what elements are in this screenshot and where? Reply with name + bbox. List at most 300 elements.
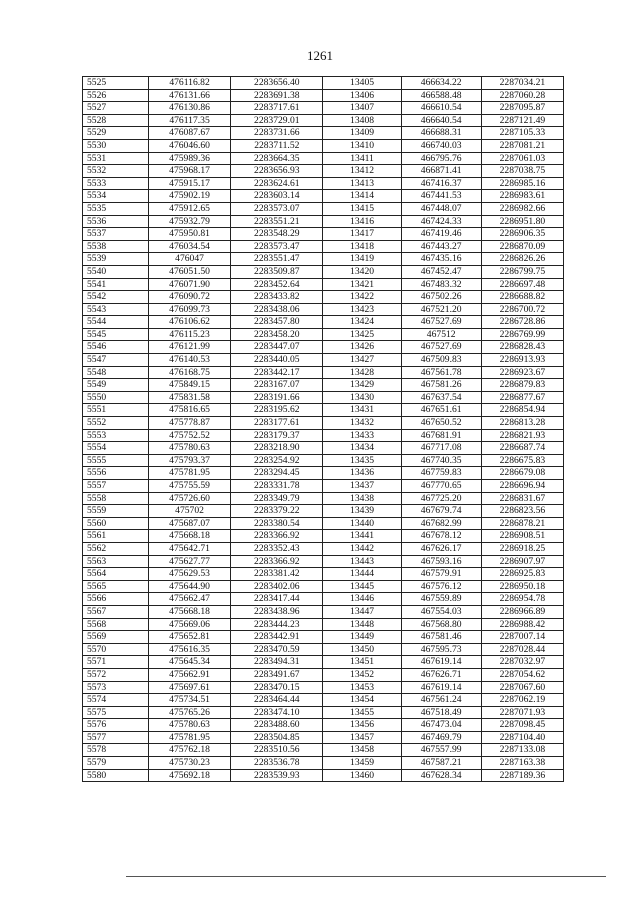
table-row bbox=[83, 391, 564, 404]
table-cell: 5539 bbox=[83, 253, 149, 266]
table-cell: 13452 bbox=[323, 668, 401, 681]
table-cell: 467435.16 bbox=[401, 253, 481, 266]
table-row bbox=[83, 618, 564, 631]
table-cell: 2287189.36 bbox=[481, 769, 563, 782]
table-cell: 475778.87 bbox=[148, 417, 230, 430]
table-cell: 2286877.67 bbox=[481, 391, 563, 404]
table-cell: 2283366.92 bbox=[231, 530, 323, 543]
table-cell: 476034.54 bbox=[148, 240, 230, 253]
table-row bbox=[83, 555, 564, 568]
table-cell: 2283380.54 bbox=[231, 517, 323, 530]
table-cell: 13459 bbox=[323, 757, 401, 770]
table-cell: 476117.35 bbox=[148, 114, 230, 127]
table-cell: 467557.99 bbox=[401, 744, 481, 757]
table-cell: 13437 bbox=[323, 480, 401, 493]
table-cell: 13420 bbox=[323, 265, 401, 278]
table-cell: 5538 bbox=[83, 240, 149, 253]
table-cell: 475668.18 bbox=[148, 605, 230, 618]
table-cell: 476071.90 bbox=[148, 278, 230, 291]
table-cell: 13436 bbox=[323, 467, 401, 480]
table-cell: 13421 bbox=[323, 278, 401, 291]
table-cell: 467619.14 bbox=[401, 656, 481, 669]
table-cell: 466588.48 bbox=[401, 89, 481, 102]
table-row bbox=[83, 303, 564, 316]
table-cell: 5535 bbox=[83, 202, 149, 215]
table-cell: 13447 bbox=[323, 605, 401, 618]
table-cell: 467559.89 bbox=[401, 593, 481, 606]
table-cell: 2286878.21 bbox=[481, 517, 563, 530]
table-cell: 13410 bbox=[323, 139, 401, 152]
table-cell: 2286687.74 bbox=[481, 442, 563, 455]
table-row bbox=[83, 240, 564, 253]
table-cell: 2283551.47 bbox=[231, 253, 323, 266]
table-row bbox=[83, 769, 564, 782]
table-cell: 475816.65 bbox=[148, 404, 230, 417]
table-cell: 5549 bbox=[83, 379, 149, 392]
table-cell: 2287163.38 bbox=[481, 757, 563, 770]
table-cell: 13434 bbox=[323, 442, 401, 455]
table-cell: 5541 bbox=[83, 278, 149, 291]
table-cell: 13418 bbox=[323, 240, 401, 253]
table-cell: 5543 bbox=[83, 303, 149, 316]
table-cell: 2286831.67 bbox=[481, 492, 563, 505]
table-cell: 2283177.61 bbox=[231, 417, 323, 430]
table-cell: 467587.21 bbox=[401, 757, 481, 770]
table-cell: 476131.66 bbox=[148, 89, 230, 102]
table-cell: 476090.72 bbox=[148, 291, 230, 304]
table-row bbox=[83, 328, 564, 341]
table-cell: 475702 bbox=[148, 505, 230, 518]
table-cell: 2283447.07 bbox=[231, 341, 323, 354]
table-cell: 5526 bbox=[83, 89, 149, 102]
table-cell: 2286879.83 bbox=[481, 379, 563, 392]
table-cell: 2283464.44 bbox=[231, 694, 323, 707]
table-row bbox=[83, 253, 564, 266]
table-cell: 5563 bbox=[83, 555, 149, 568]
table-cell: 467561.78 bbox=[401, 366, 481, 379]
table-cell: 13406 bbox=[323, 89, 401, 102]
table-cell: 2283331.78 bbox=[231, 480, 323, 493]
table-cell: 467637.54 bbox=[401, 391, 481, 404]
table-cell: 5555 bbox=[83, 454, 149, 467]
table-cell: 2283664.35 bbox=[231, 152, 323, 165]
table-cell: 475644.90 bbox=[148, 580, 230, 593]
table-cell: 2287067.60 bbox=[481, 681, 563, 694]
table-cell: 5536 bbox=[83, 215, 149, 228]
table-cell: 5576 bbox=[83, 719, 149, 732]
table-cell: 2286688.82 bbox=[481, 291, 563, 304]
table-cell: 13435 bbox=[323, 454, 401, 467]
table-cell: 476106.62 bbox=[148, 316, 230, 329]
table-cell: 13451 bbox=[323, 656, 401, 669]
table-cell: 475793.37 bbox=[148, 454, 230, 467]
table-cell: 467554.03 bbox=[401, 605, 481, 618]
table-row bbox=[83, 694, 564, 707]
table-row bbox=[83, 492, 564, 505]
table-row bbox=[83, 757, 564, 770]
table-cell: 466640.54 bbox=[401, 114, 481, 127]
table-cell: 13423 bbox=[323, 303, 401, 316]
table-row bbox=[83, 706, 564, 719]
table-cell: 13428 bbox=[323, 366, 401, 379]
table-cell: 2283504.85 bbox=[231, 731, 323, 744]
table-cell: 2287032.97 bbox=[481, 656, 563, 669]
table-cell: 2283195.62 bbox=[231, 404, 323, 417]
table-row bbox=[83, 291, 564, 304]
table-cell: 467770.65 bbox=[401, 480, 481, 493]
table-row bbox=[83, 202, 564, 215]
table-cell: 5559 bbox=[83, 505, 149, 518]
table-row bbox=[83, 517, 564, 530]
table-cell: 475932.79 bbox=[148, 215, 230, 228]
table-cell: 2286828.43 bbox=[481, 341, 563, 354]
table-cell: 2283442.17 bbox=[231, 366, 323, 379]
table-cell: 467628.34 bbox=[401, 769, 481, 782]
table-row bbox=[83, 605, 564, 618]
table-cell: 475687.07 bbox=[148, 517, 230, 530]
table-cell: 13439 bbox=[323, 505, 401, 518]
table-cell: 467502.26 bbox=[401, 291, 481, 304]
table-cell: 5553 bbox=[83, 429, 149, 442]
table-cell: 467593.16 bbox=[401, 555, 481, 568]
table-cell: 5546 bbox=[83, 341, 149, 354]
table-cell: 467424.33 bbox=[401, 215, 481, 228]
table-cell: 2287133.08 bbox=[481, 744, 563, 757]
table-cell: 467619.14 bbox=[401, 681, 481, 694]
table-cell: 2286679.08 bbox=[481, 467, 563, 480]
table-cell: 13429 bbox=[323, 379, 401, 392]
table-cell: 13414 bbox=[323, 190, 401, 203]
table-cell: 475652.81 bbox=[148, 631, 230, 644]
table-cell: 13457 bbox=[323, 731, 401, 744]
table-cell: 467725.20 bbox=[401, 492, 481, 505]
table-cell: 467527.69 bbox=[401, 316, 481, 329]
table-cell: 5552 bbox=[83, 417, 149, 430]
table-cell: 475915.17 bbox=[148, 177, 230, 190]
table-cell: 2286913.93 bbox=[481, 354, 563, 367]
table-cell: 13433 bbox=[323, 429, 401, 442]
table-cell: 467595.73 bbox=[401, 643, 481, 656]
table-cell: 5569 bbox=[83, 631, 149, 644]
table-cell: 2283510.56 bbox=[231, 744, 323, 757]
table-cell: 2287095.87 bbox=[481, 102, 563, 115]
table-cell: 5578 bbox=[83, 744, 149, 757]
table-row bbox=[83, 719, 564, 732]
table-cell: 2287121.49 bbox=[481, 114, 563, 127]
table-cell: 476116.82 bbox=[148, 77, 230, 90]
table-cell: 2286697.48 bbox=[481, 278, 563, 291]
table-cell: 467740.35 bbox=[401, 454, 481, 467]
table-cell: 5531 bbox=[83, 152, 149, 165]
table-cell: 475781.95 bbox=[148, 731, 230, 744]
table-cell: 13430 bbox=[323, 391, 401, 404]
table-cell: 467679.74 bbox=[401, 505, 481, 518]
table-cell: 467576.12 bbox=[401, 580, 481, 593]
table-cell: 2283509.87 bbox=[231, 265, 323, 278]
table-cell: 475831.58 bbox=[148, 391, 230, 404]
table-cell: 466740.03 bbox=[401, 139, 481, 152]
table-cell: 5570 bbox=[83, 643, 149, 656]
table-cell: 5554 bbox=[83, 442, 149, 455]
table-row bbox=[83, 593, 564, 606]
table-cell: 2283379.22 bbox=[231, 505, 323, 518]
table-cell: 475849.15 bbox=[148, 379, 230, 392]
table-cell: 2287071.93 bbox=[481, 706, 563, 719]
table-cell: 467419.46 bbox=[401, 228, 481, 241]
table-cell: 2283167.07 bbox=[231, 379, 323, 392]
table-cell: 475730.23 bbox=[148, 757, 230, 770]
table-cell: 467443.27 bbox=[401, 240, 481, 253]
table-cell: 5566 bbox=[83, 593, 149, 606]
table-cell: 2283624.61 bbox=[231, 177, 323, 190]
table-cell: 5545 bbox=[83, 328, 149, 341]
table-cell: 5533 bbox=[83, 177, 149, 190]
table-cell: 475912.65 bbox=[148, 202, 230, 215]
table-cell: 13454 bbox=[323, 694, 401, 707]
table-row bbox=[83, 316, 564, 329]
table-cell: 475726.60 bbox=[148, 492, 230, 505]
table-cell: 5577 bbox=[83, 731, 149, 744]
table-cell: 2286821.93 bbox=[481, 429, 563, 442]
table-cell: 5557 bbox=[83, 480, 149, 493]
table-cell: 2286923.67 bbox=[481, 366, 563, 379]
table-row bbox=[83, 505, 564, 518]
table-cell: 475669.06 bbox=[148, 618, 230, 631]
table-cell: 13419 bbox=[323, 253, 401, 266]
table-cell: 13446 bbox=[323, 593, 401, 606]
table-cell: 475902.19 bbox=[148, 190, 230, 203]
table-row bbox=[83, 114, 564, 127]
table-cell: 2286700.72 bbox=[481, 303, 563, 316]
table-cell: 5550 bbox=[83, 391, 149, 404]
table-cell: 475629.53 bbox=[148, 568, 230, 581]
table-cell: 475780.63 bbox=[148, 442, 230, 455]
table-row bbox=[83, 139, 564, 152]
table-row bbox=[83, 215, 564, 228]
table-cell: 2283656.93 bbox=[231, 165, 323, 178]
table-cell: 5532 bbox=[83, 165, 149, 178]
table-cell: 13416 bbox=[323, 215, 401, 228]
table-cell: 2287038.75 bbox=[481, 165, 563, 178]
table-cell: 467678.12 bbox=[401, 530, 481, 543]
table-cell: 2286813.28 bbox=[481, 417, 563, 430]
table-cell: 475968.17 bbox=[148, 165, 230, 178]
table-cell: 467568.80 bbox=[401, 618, 481, 631]
table-row bbox=[83, 580, 564, 593]
table-cell: 5580 bbox=[83, 769, 149, 782]
table-cell: 476046.60 bbox=[148, 139, 230, 152]
table-row bbox=[83, 152, 564, 165]
table-cell: 476099.73 bbox=[148, 303, 230, 316]
table-row bbox=[83, 668, 564, 681]
table-row bbox=[83, 429, 564, 442]
table-cell: 466871.41 bbox=[401, 165, 481, 178]
table-cell: 2283573.47 bbox=[231, 240, 323, 253]
table-cell: 466795.76 bbox=[401, 152, 481, 165]
table-cell: 5540 bbox=[83, 265, 149, 278]
table-cell: 467581.26 bbox=[401, 379, 481, 392]
table-row bbox=[83, 341, 564, 354]
table-cell: 466688.31 bbox=[401, 127, 481, 140]
table-cell: 2286675.83 bbox=[481, 454, 563, 467]
table-cell: 2283254.92 bbox=[231, 454, 323, 467]
table-row bbox=[83, 731, 564, 744]
table-cell: 2283444.23 bbox=[231, 618, 323, 631]
table-cell: 13444 bbox=[323, 568, 401, 581]
table-cell: 5525 bbox=[83, 77, 149, 90]
table-cell: 2283491.67 bbox=[231, 668, 323, 681]
table-cell: 2283711.52 bbox=[231, 139, 323, 152]
table-cell: 2283656.40 bbox=[231, 77, 323, 90]
table-cell: 5527 bbox=[83, 102, 149, 115]
table-cell: 13460 bbox=[323, 769, 401, 782]
table-cell: 5548 bbox=[83, 366, 149, 379]
table-cell: 13424 bbox=[323, 316, 401, 329]
table-cell: 476047 bbox=[148, 253, 230, 266]
table-cell: 475780.63 bbox=[148, 719, 230, 732]
table-cell: 2283548.29 bbox=[231, 228, 323, 241]
table-cell: 2283457.80 bbox=[231, 316, 323, 329]
table-cell: 475627.77 bbox=[148, 555, 230, 568]
table-cell: 467579.91 bbox=[401, 568, 481, 581]
table-cell: 13412 bbox=[323, 165, 401, 178]
table-cell: 13455 bbox=[323, 706, 401, 719]
table-cell: 13422 bbox=[323, 291, 401, 304]
table-cell: 2287098.45 bbox=[481, 719, 563, 732]
table-cell: 13449 bbox=[323, 631, 401, 644]
table-cell: 13413 bbox=[323, 177, 401, 190]
table-row bbox=[83, 542, 564, 555]
table-cell: 2286988.42 bbox=[481, 618, 563, 631]
table-cell: 2283438.96 bbox=[231, 605, 323, 618]
table-cell: 466634.22 bbox=[401, 77, 481, 90]
table-cell: 2283458.20 bbox=[231, 328, 323, 341]
table-cell: 5537 bbox=[83, 228, 149, 241]
table-cell: 2286696.94 bbox=[481, 480, 563, 493]
table-cell: 5560 bbox=[83, 517, 149, 530]
table-row bbox=[83, 681, 564, 694]
table-row bbox=[83, 442, 564, 455]
table-cell: 467416.37 bbox=[401, 177, 481, 190]
table-cell: 13456 bbox=[323, 719, 401, 732]
table-cell: 5575 bbox=[83, 706, 149, 719]
table-cell: 2287007.14 bbox=[481, 631, 563, 644]
table-cell: 2286925.83 bbox=[481, 568, 563, 581]
table-cell: 2283402.06 bbox=[231, 580, 323, 593]
table-cell: 2286950.18 bbox=[481, 580, 563, 593]
table-cell: 476087.67 bbox=[148, 127, 230, 140]
table-cell: 475645.34 bbox=[148, 656, 230, 669]
table-row bbox=[83, 127, 564, 140]
table-cell: 5556 bbox=[83, 467, 149, 480]
table-row bbox=[83, 530, 564, 543]
table-row bbox=[83, 77, 564, 90]
table-cell: 13409 bbox=[323, 127, 401, 140]
table-cell: 467650.52 bbox=[401, 417, 481, 430]
table-cell: 467581.46 bbox=[401, 631, 481, 644]
table-cell: 2286769.99 bbox=[481, 328, 563, 341]
table-row bbox=[83, 379, 564, 392]
table-row bbox=[83, 102, 564, 115]
table-cell: 2287081.21 bbox=[481, 139, 563, 152]
table-cell: 13417 bbox=[323, 228, 401, 241]
table-cell: 467509.83 bbox=[401, 354, 481, 367]
table-cell: 467441.53 bbox=[401, 190, 481, 203]
table-cell: 5567 bbox=[83, 605, 149, 618]
table-cell: 2286918.25 bbox=[481, 542, 563, 555]
table-cell: 2283603.14 bbox=[231, 190, 323, 203]
table-cell: 2286906.35 bbox=[481, 228, 563, 241]
table-cell: 2283717.61 bbox=[231, 102, 323, 115]
coordinates-table bbox=[82, 76, 564, 782]
table-cell: 5574 bbox=[83, 694, 149, 707]
table-cell: 2283417.44 bbox=[231, 593, 323, 606]
table-cell: 13453 bbox=[323, 681, 401, 694]
table-cell: 2283729.01 bbox=[231, 114, 323, 127]
table-cell: 475697.61 bbox=[148, 681, 230, 694]
table-cell: 467473.04 bbox=[401, 719, 481, 732]
table-row bbox=[83, 744, 564, 757]
table-cell: 467682.99 bbox=[401, 517, 481, 530]
table-cell: 13415 bbox=[323, 202, 401, 215]
table-cell: 475762.18 bbox=[148, 744, 230, 757]
table-cell: 13458 bbox=[323, 744, 401, 757]
table-row bbox=[83, 454, 564, 467]
table-cell: 2283494.31 bbox=[231, 656, 323, 669]
table-cell: 475616.35 bbox=[148, 643, 230, 656]
table-cell: 467512 bbox=[401, 328, 481, 341]
table-cell: 2283433.82 bbox=[231, 291, 323, 304]
table-row bbox=[83, 656, 564, 669]
table-cell: 13425 bbox=[323, 328, 401, 341]
table-cell: 5568 bbox=[83, 618, 149, 631]
table-cell: 2287061.03 bbox=[481, 152, 563, 165]
table-cell: 467561.24 bbox=[401, 694, 481, 707]
table-cell: 467483.32 bbox=[401, 278, 481, 291]
table-cell: 467518.49 bbox=[401, 706, 481, 719]
table-cell: 2283536.78 bbox=[231, 757, 323, 770]
table-cell: 13407 bbox=[323, 102, 401, 115]
table-cell: 13405 bbox=[323, 77, 401, 90]
table-cell: 5564 bbox=[83, 568, 149, 581]
table-cell: 2286799.75 bbox=[481, 265, 563, 278]
table-cell: 2283179.37 bbox=[231, 429, 323, 442]
table-cell: 5542 bbox=[83, 291, 149, 304]
table-cell: 467521.20 bbox=[401, 303, 481, 316]
table-cell: 5534 bbox=[83, 190, 149, 203]
table-row bbox=[83, 265, 564, 278]
table-cell: 13432 bbox=[323, 417, 401, 430]
table-cell: 2283573.07 bbox=[231, 202, 323, 215]
table-cell: 467448.07 bbox=[401, 202, 481, 215]
table-cell: 466610.54 bbox=[401, 102, 481, 115]
table-cell: 2283551.21 bbox=[231, 215, 323, 228]
table-cell: 2287060.28 bbox=[481, 89, 563, 102]
table-cell: 13440 bbox=[323, 517, 401, 530]
table-cell: 2286728.86 bbox=[481, 316, 563, 329]
table-cell: 2283191.66 bbox=[231, 391, 323, 404]
table-cell: 475662.47 bbox=[148, 593, 230, 606]
table-cell: 13443 bbox=[323, 555, 401, 568]
table-cell: 5572 bbox=[83, 668, 149, 681]
table-cell: 467651.61 bbox=[401, 404, 481, 417]
table-cell: 13427 bbox=[323, 354, 401, 367]
table-cell: 5571 bbox=[83, 656, 149, 669]
table-cell: 476130.86 bbox=[148, 102, 230, 115]
table-row bbox=[83, 643, 564, 656]
table-row bbox=[83, 366, 564, 379]
table-cell: 467626.17 bbox=[401, 542, 481, 555]
